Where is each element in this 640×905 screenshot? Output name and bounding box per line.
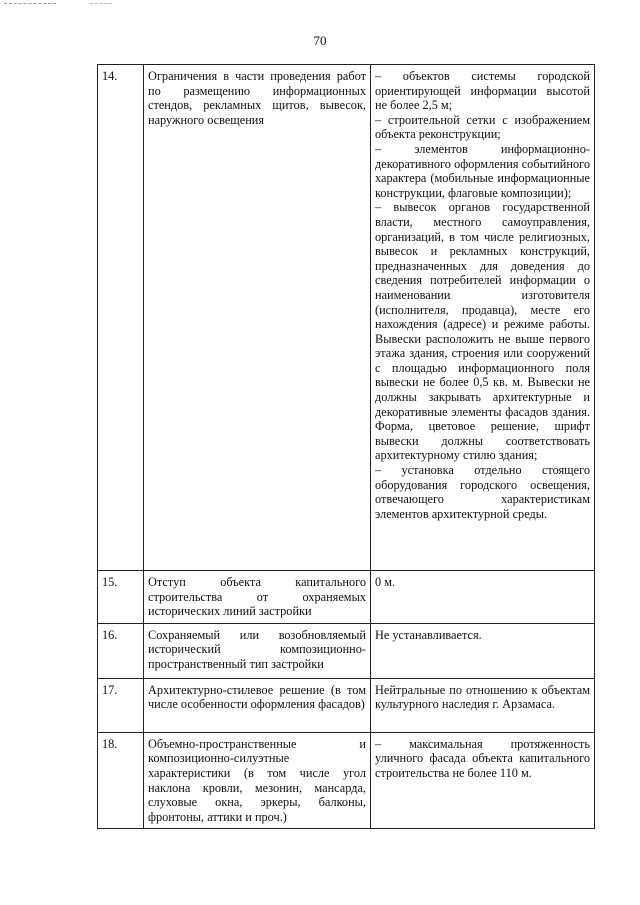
row-number: 16. — [98, 623, 144, 678]
regulations-table — [97, 64, 595, 829]
row-value — [371, 571, 595, 624]
row-value — [371, 65, 595, 571]
row-parameter: Объемно-пространственные и композиционно-силуэтные характеристики (в том числе угол наклона кровли, мезонин, мансарда, слуховые окна, эркеры, балконы, фронтоны, аттики и проч.) — [144, 732, 371, 829]
table-row — [98, 732, 595, 829]
row-parameter: Архитектурно-стилевое решение (в том числе особенности оформления фасадов) — [144, 678, 371, 732]
row-parameter: Сохраняемый или возобновляемый исторический композиционно-пространственный тип застройки — [144, 623, 371, 678]
value-paragraph: – объектов системы городской ориентирующей информации высотой не более 2,5 м; — [375, 69, 590, 113]
table-row — [98, 65, 595, 571]
table-row — [98, 571, 595, 624]
row-value — [371, 623, 595, 678]
value-paragraph: 0 м. — [375, 575, 396, 589]
value-paragraph: – максимальная протяженность уличного фасада объекта капитального строительства не более 110 м. — [375, 736, 590, 780]
scan-artifact-line — [4, 3, 56, 4]
row-parameter: Отступ объекта капитального строительства от охраняемых исторических линий застройки — [144, 571, 371, 624]
row-value — [371, 732, 595, 829]
row-number: 18. — [98, 732, 144, 829]
value-paragraph: – вывесок органов государственной власти, местного самоуправления, организаций, в том числе религиозных, вывесок и рекламных конструкций, предназначенных для доведения до сведения потребителей информации о наименовании изготовителя (исполнителя, продавца), месте его нахождения (адресе) и режиме работы. Вывески расположить не выше первого этажа здания, строения или сооружений с площадью информационного поля вывески не более 0,5 кв. м. Вывески не должны закрывать архитектурные и декоративные элементы фасадов здания. Форма, цветовое решение, шрифт вывески должны соответствовать архитектурному стилю здания; — [375, 200, 590, 463]
page-number: 70 — [313, 33, 327, 48]
value-paragraph: – элементов информационно-декоративного оформления событийного характера (мобильные информационные конструкции, флаговые композиции); — [375, 141, 590, 200]
row-number: 14. — [98, 65, 144, 571]
row-number: 15. — [98, 571, 144, 624]
row-number: 17. — [98, 678, 144, 732]
value-paragraph: – установка отдельно стоящего оборудования городского освещения, отвечающего характеристикам элементов архитектурной среды. — [375, 463, 590, 521]
value-paragraph: Не устанавливается. — [375, 627, 482, 642]
row-parameter: Ограничения в части проведения работ по размещению информационных стендов, рекламных щитов, вывесок, наружного освещения — [144, 65, 371, 571]
scan-artifact-line — [90, 3, 112, 4]
row-value — [371, 678, 595, 732]
table-row — [98, 623, 595, 678]
value-paragraph: Нейтральные по отношению к объектам культурного наследия г. Арзамаса. — [375, 682, 590, 712]
value-paragraph: – строительной сетки с изображением объекта реконструкции; — [375, 112, 590, 142]
table-row — [98, 678, 595, 732]
